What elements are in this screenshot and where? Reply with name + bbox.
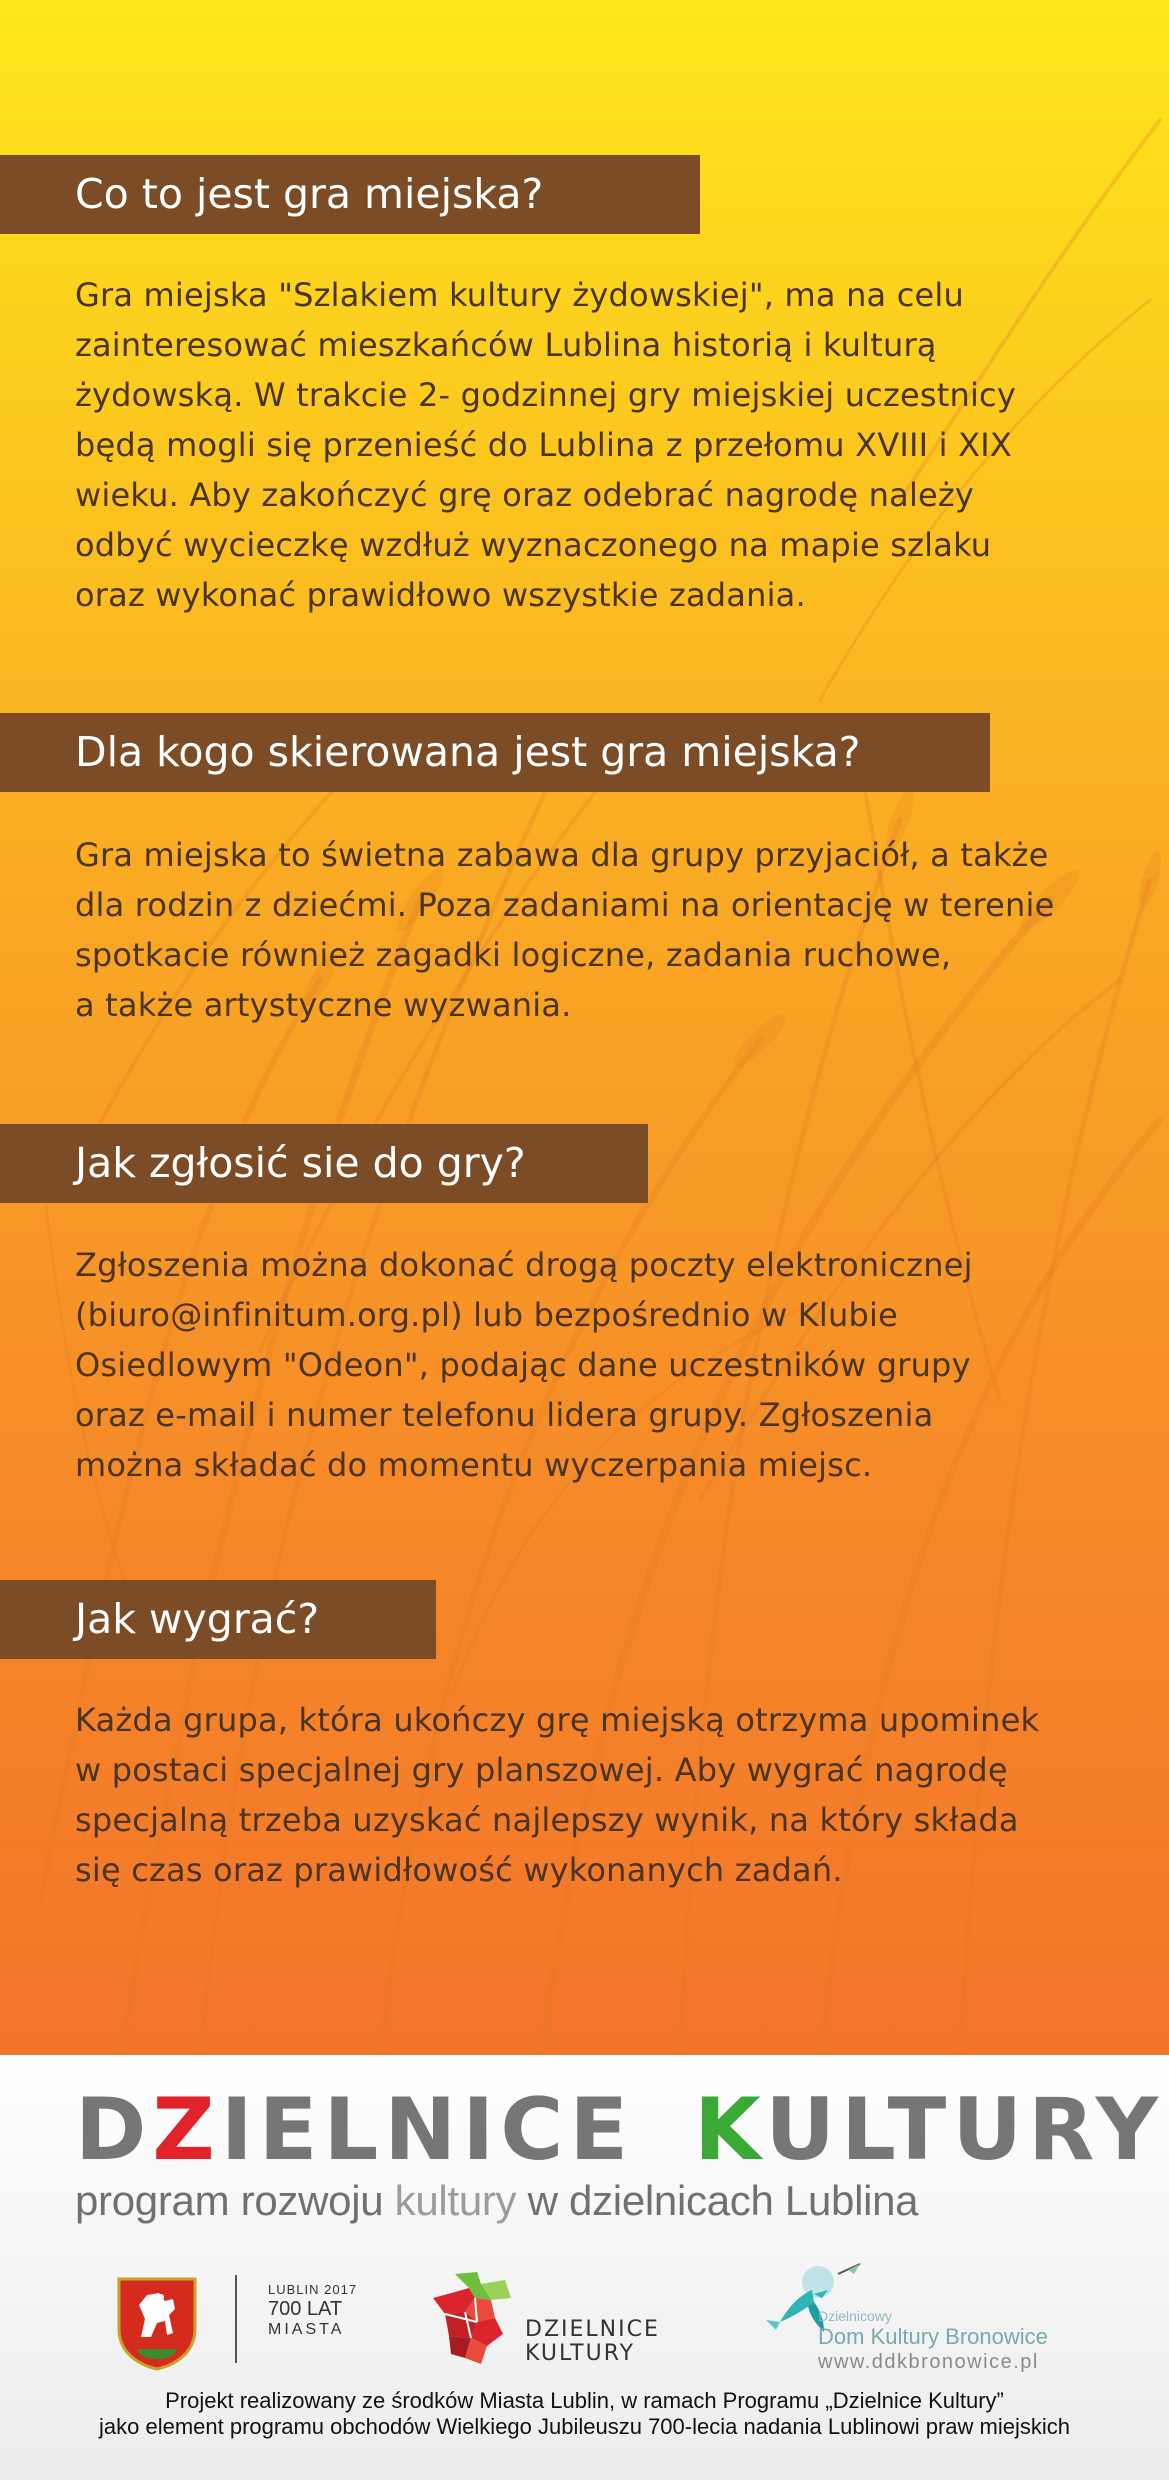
text-line: a także artystyczne wyzwania.	[75, 986, 572, 1024]
text-line: będą mogli się przenieść do Lublina z przełomu XVIII i XIX	[75, 426, 1013, 464]
text-line: w postaci specjalnej gry planszowej. Aby wygrać nagrodę	[75, 1751, 1008, 1789]
text-line: można składać do momentu wyczerpania miejsc.	[75, 1446, 873, 1484]
section-heading-how-to-win: Jak wygrać?	[0, 1580, 436, 1659]
section-text-what-is	[75, 270, 1125, 620]
lublin-700-logo	[268, 2282, 378, 2339]
section-text-how-to-apply	[75, 1240, 1125, 1490]
dzielnice-kultury-title	[75, 2080, 1164, 2180]
dzielnice-kultury-logo-text	[525, 2318, 660, 2366]
text-line: Osiedlowym "Odeon", podając dane uczestników grupy	[75, 1346, 971, 1384]
text-line: żydowską. W trakcie 2- godzinnej gry miejskiej uczestnicy	[75, 376, 1016, 414]
section-text-how-to-win	[75, 1695, 1125, 1895]
brand-letter: D	[75, 2080, 153, 2180]
section-heading-what-is: Co to jest gra miejska?	[0, 155, 700, 234]
subtitle-text: program rozwoju	[75, 2177, 395, 2224]
text-line: Gra miejska "Szlakiem kultury żydowskiej", ma na celu	[75, 276, 964, 314]
text-line: zainteresować mieszkańców Lublina historią i kulturą	[75, 326, 937, 364]
dzielnice-kultury-map-icon	[425, 2268, 517, 2368]
section-text-who-for	[75, 830, 1125, 1030]
text-line: specjalną trzeba uzyskać najlepszy wynik, na który składa	[75, 1801, 1019, 1839]
text-line: odbyć wycieczkę wzdłuż wyznaczonego na mapie szlaku	[75, 526, 992, 564]
lublin-700-line1: LUBLIN 2017	[268, 2282, 358, 2297]
text-line: oraz wykonać prawidłowo wszystkie zadania.	[75, 576, 806, 614]
text-line: Gra miejska to świetna zabawa dla grupy przyjaciół, a także	[75, 836, 1049, 874]
text-line: Zgłoszenia można dokonać drogą poczty elektronicznej	[75, 1246, 973, 1284]
funding-credits	[0, 2388, 1169, 2440]
text-line: oraz e-mail i numer telefonu lidera grupy. Zgłoszenia	[75, 1396, 934, 1434]
text-line: Każda grupa, która ukończy grę miejską otrzyma upominek	[75, 1701, 1040, 1739]
brand-word: ULTURY	[765, 2080, 1164, 2180]
brand-subtitle	[75, 2176, 1105, 2226]
credits-line1: Projekt realizowany ze środków Miasta Lublin, w ramach Programu „Dzielnice Kultury”	[165, 2388, 1004, 2413]
section-heading-who-for: Dla kogo skierowana jest gra miejska?	[0, 713, 990, 792]
credits-line2: jako element programu obchodów Wielkiego Jubileuszu 700-lecia nadania Lublinowi praw miejskich	[99, 2414, 1070, 2439]
text-line: (biuro@infinitum.org.pl) lub bezpośrednio w Klubie	[75, 1296, 898, 1334]
lublin-700-line2: 700 LAT	[268, 2298, 343, 2320]
text-line: się czas oraz prawidłowość wykonanych zadań.	[75, 1851, 843, 1889]
text-line: wieku. Aby zakończyć grę oraz odebrać nagrodę należy	[75, 476, 975, 514]
logo-divider	[235, 2275, 237, 2363]
ddk-line2: Dom Kultury Bronowice	[818, 2324, 1048, 2349]
ddk-bronowice-logo-text	[818, 2308, 1048, 2374]
subtitle-text: w dzielnicach Lublina	[516, 2177, 919, 2224]
text-line: dla rodzin z dziećmi. Poza zadaniami na orientację w terenie	[75, 886, 1055, 924]
brand-letter-accent-red: Z	[152, 2080, 221, 2180]
partner-logos	[0, 2260, 1169, 2380]
dk-logo-line2: KULTURY	[525, 2341, 636, 2366]
subtitle-highlight: kultury	[394, 2177, 517, 2224]
ddk-line3: www.ddkbronowice.pl	[818, 2351, 1039, 2373]
dk-logo-line1: DZIELNICE	[525, 2317, 660, 2342]
text-line: spotkacie również zagadki logiczne, zadania ruchowe,	[75, 936, 952, 974]
brand-letter-accent-green: K	[694, 2080, 766, 2180]
lublin-coat-of-arms-icon	[115, 2275, 199, 2371]
ddk-line1: Dzielnicowy	[818, 2308, 892, 2324]
brand-word: IELNICE	[220, 2080, 635, 2180]
lublin-700-line3: MIASTA	[268, 2321, 345, 2338]
section-heading-how-to-apply: Jak zgłosić sie do gry?	[0, 1124, 648, 1203]
